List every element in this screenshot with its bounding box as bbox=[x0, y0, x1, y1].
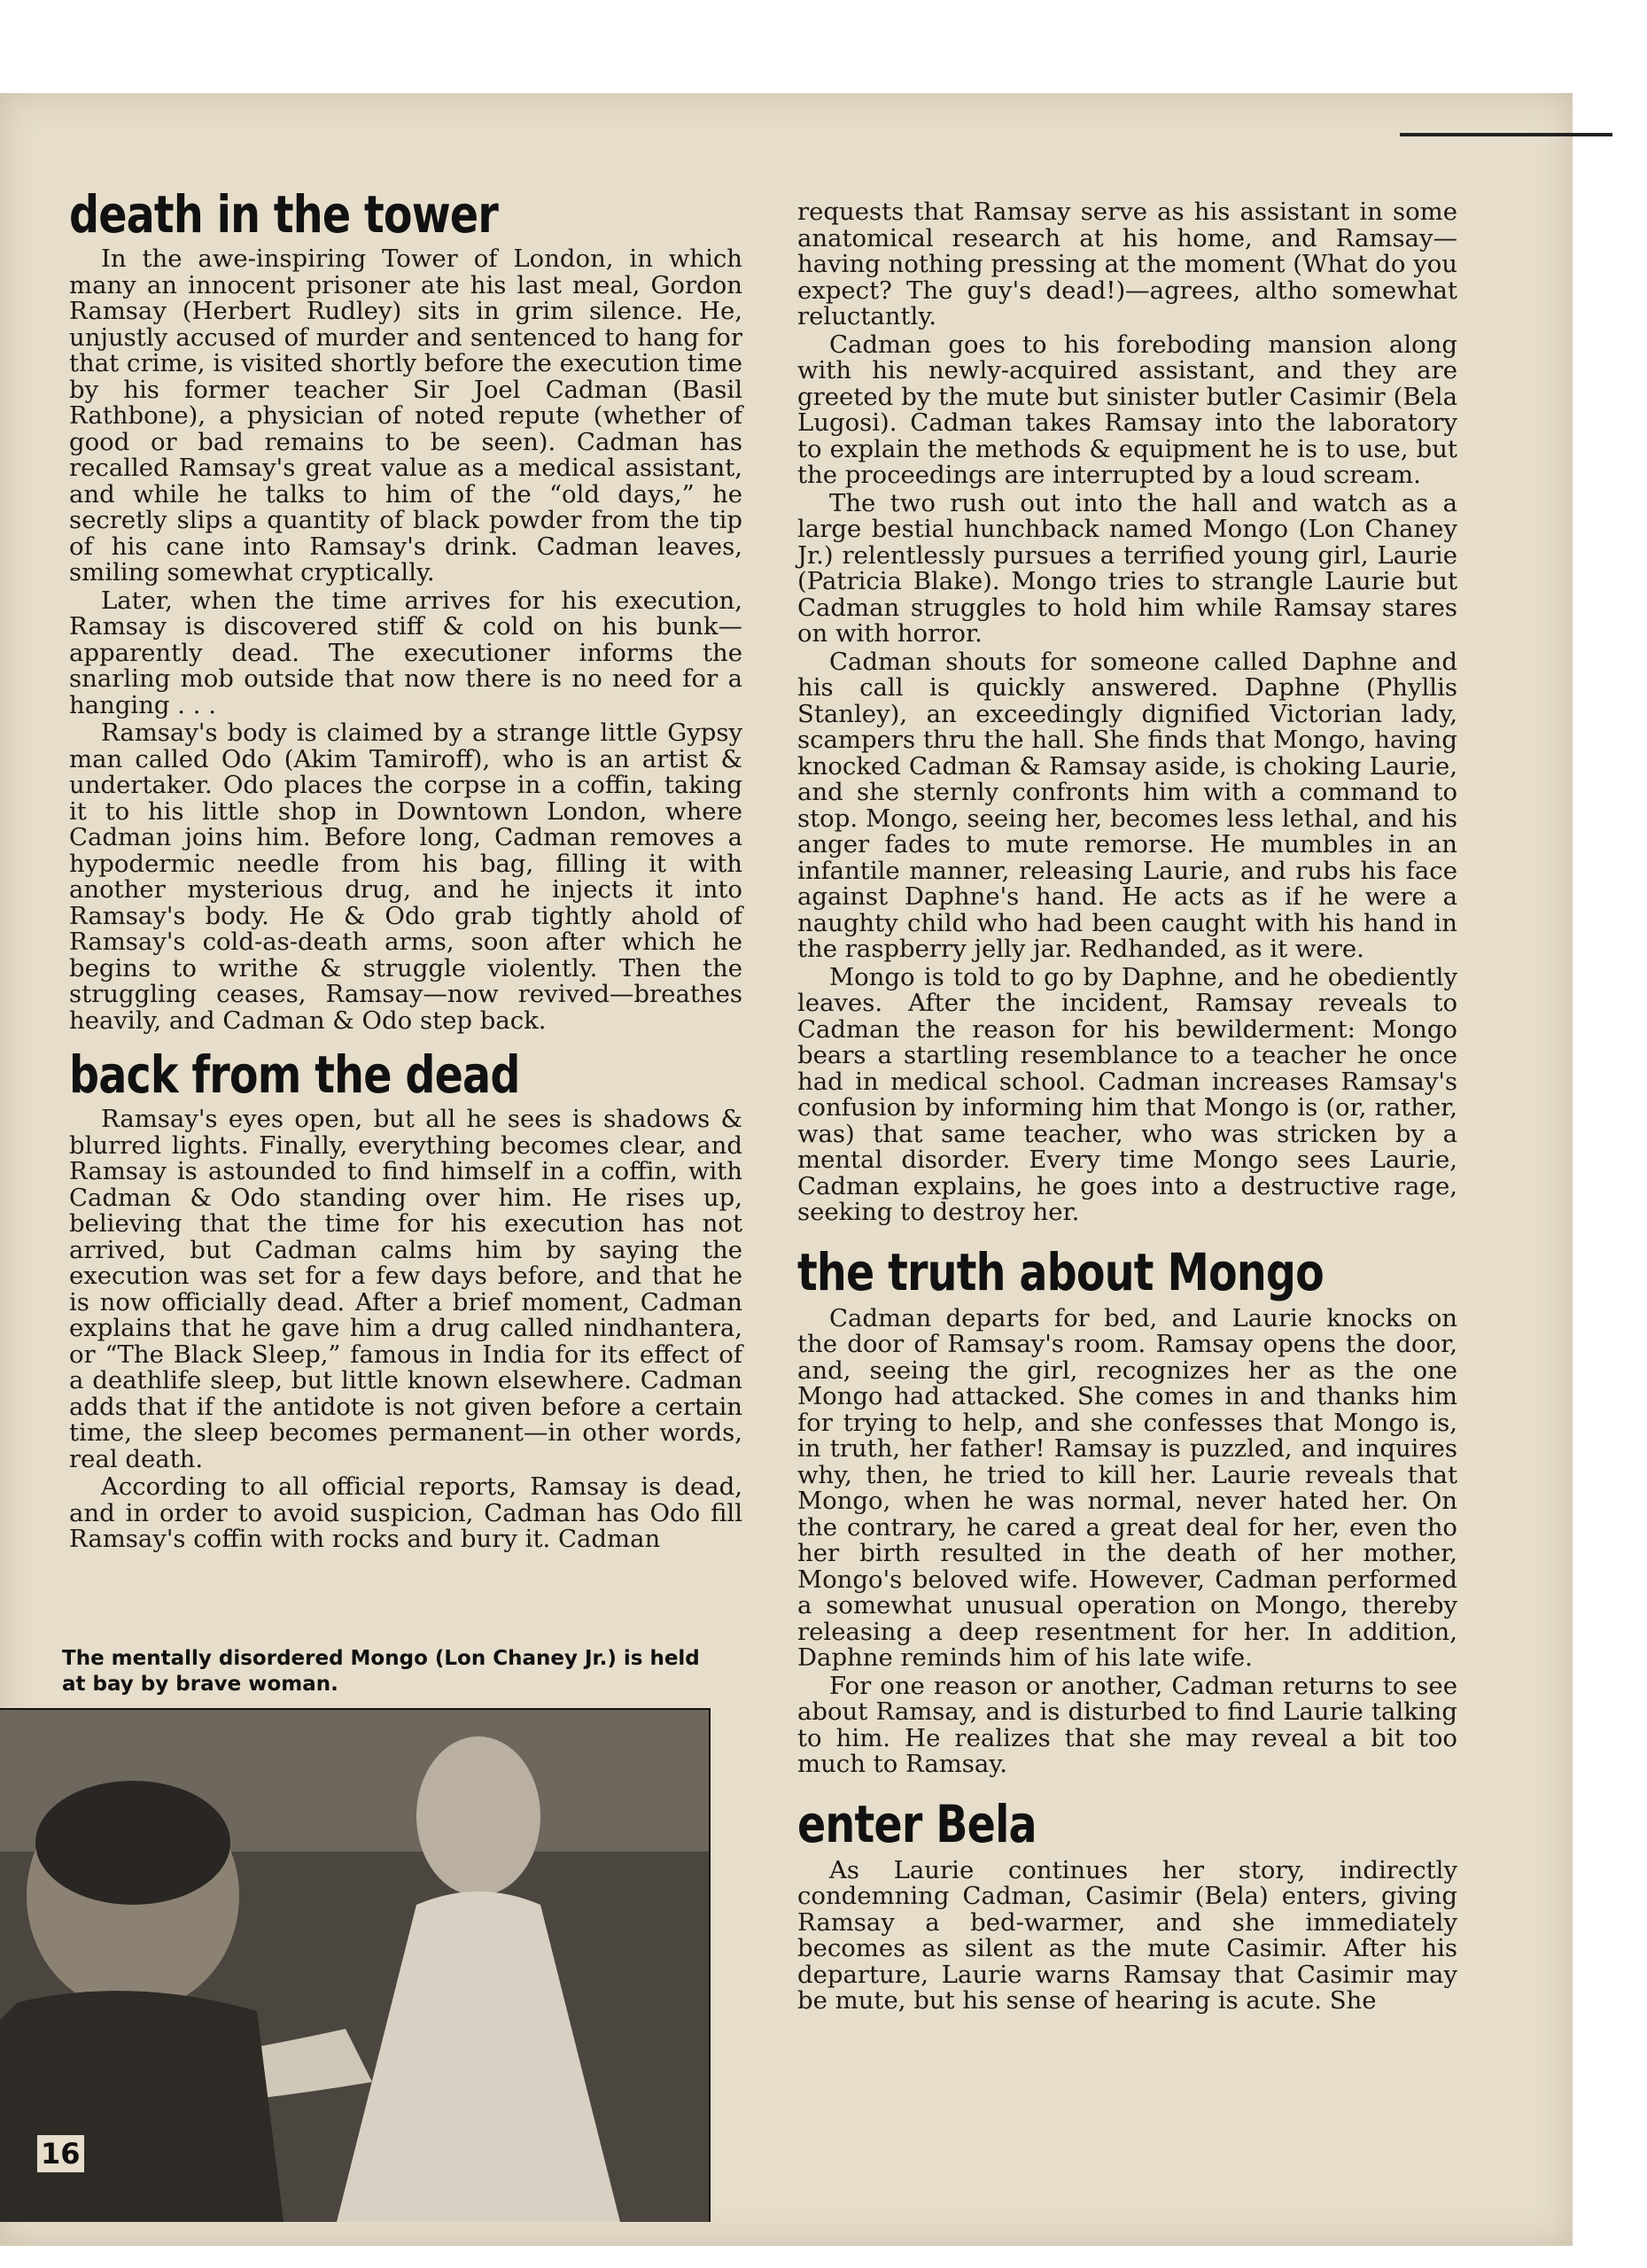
paragraph: Mongo is told to go by Daphne, and he obediently leaves. After the incident, Ramsay reveals to Cadman the reason for his bewilderment: Mongo bears a startling resemblance to a teacher he once had in medical school. Cadman increases Ramsay's confusion by informing him that Mongo is (or, rather, was) that same teacher, who was stricken by a mental disorder. Every time Mongo sees Laurie, Cadman explains, he goes into a destructive rage, seeking to destroy her. bbox=[797, 962, 1457, 1226]
paragraph: For one reason or another, Cadman returns to see about Ramsay, and is disturbed to find Laurie talking to him. He realizes that she may reveal a bit too much to Ramsay. bbox=[797, 1671, 1457, 1778]
page-number: 16 bbox=[37, 2135, 84, 2172]
photo-illustration bbox=[0, 1710, 709, 2222]
paragraph: The two rush out into the hall and watch as a large bestial hunchback named Mongo (Lon Chaney Jr.) relentlessly pursues a terrified young girl, Laurie (Patricia Blake). Mongo tries to strangle Laurie but Cadman struggles to hold him while Ramsay stares on with horror. bbox=[797, 488, 1457, 648]
photo-mongo-and-woman bbox=[0, 1708, 711, 2222]
left-column bbox=[69, 186, 742, 1555]
heading-enter-bela: enter Bela bbox=[797, 1793, 1037, 1854]
paragraph: In the awe-inspiring Tower of London, in which many an innocent prisoner ate his last meal, Gordon Ramsay (Herbert Rudley) sits in grim silence. He, unjustly accused of murder and sentenced to hang for that crime, is visited shortly before the execution time by his former teacher Sir Joel Cadman (Basil Rathbone), a physician of noted repute (whether of good or bad remains to be seen). Cadman has recalled Ramsay's great value as a medical assistant, and while he talks to him of the “old days,” he secretly slips a quantity of black powder from the tip of his cane into Ramsay's drink. Cadman leaves, smiling somewhat cryptically. bbox=[69, 245, 742, 586]
heading-death-in-the-tower: death in the tower bbox=[69, 184, 498, 245]
page-edge-line bbox=[1400, 133, 1612, 136]
paragraph: As Laurie continues her story, indirectly condemning Cadman, Casimir (Bela) enters, giving Ramsay a bed-warmer, and she immediately becomes as silent as the mute Casimir. After his departure, Laurie warns Ramsay that Casimir may be mute, but his sense of hearing is acute. She bbox=[797, 1855, 1457, 2015]
paragraph: Later, when the time arrives for his execution, Ramsay is discovered stiff & cold on his bunk—apparently dead. The executioner informs the snarling mob outside that now there is no need for a hanging . . . bbox=[69, 586, 742, 719]
paragraph: Cadman goes to his foreboding mansion along with his newly-acquired assistant, and they are greeted by the mute but sinister butler Casimir (Bela Lugosi). Cadman takes Ramsay into the laboratory to explain the methods & equipment he is to use, but the proceedings are interrupted by a loud scream. bbox=[797, 330, 1457, 489]
paragraph: Cadman departs for bed, and Laurie knocks on the door of Ramsay's room. Ramsay opens the door, and, seeing the girl, recognizes her as the one Mongo had attacked. She comes in and thanks him for trying to help, and she confesses that Mongo is, in truth, her father! Ramsay is puzzled, and inquires why, then, he tried to kill her. Laurie reveals that Mongo, when he was normal, never hated her. On the contrary, he cared a great deal for her, even tho her birth resulted in the death of her mother, Mongo's beloved wife. However, Cadman performed a somewhat unusual operation on Mongo, thereby releasing a deep resentment for her. In addition, Daphne reminds him of his late wife. bbox=[797, 1303, 1457, 1672]
heading-back-from-the-dead: back from the dead bbox=[69, 1045, 520, 1105]
photo-caption: The mentally disordered Mongo (Lon Chaney Jr.) is held at bay by brave woman. bbox=[62, 1647, 700, 1696]
heading-truth-about-mongo: the truth about Mongo bbox=[797, 1241, 1324, 1302]
paragraph: requests that Ramsay serve as his assistant in some anatomical research at his home, and Ramsay—having nothing pressing at the moment (What do you expect? The guy's dead!)—agrees, altho somewhat reluctantly. bbox=[797, 198, 1457, 330]
paragraph: Ramsay's eyes open, but all he sees is shadows & blurred lights. Finally, everything becomes clear, and Ramsay is astounded to find himself in a coffin, with Cadman & Odo standing over him. He rises up, believing that the time for his execution has not arrived, but Cadman calms him by saying the execution was set for a few days before, and that he is now officially dead. After a brief moment, Cadman explains that he gave him a drug called nindhantera, or “The Black Sleep,” famous in India for its effect of a deathlife sleep, but little known elsewhere. Cadman adds that if the antidote is not given before a certain time, the sleep becomes permanent—in other words, real death. bbox=[69, 1105, 742, 1473]
paragraph: Cadman shouts for someone called Daphne and his call is quickly answered. Daphne (Phyllis Stanley), an exceedingly dignified Victorian lady, scampers thru the hall. She finds that Mongo, having knocked Cadman & Ramsay aside, is choking Laurie, and she sternly confronts him with a command to stop. Mongo, seeing her, becomes less lethal, and his anger fades to mute remorse. He mumbles in an infantile manner, releasing Laurie, and rubs his face against Daphne's hand. He acts as if he were a naughty child who had been caught with his hand in the raspberry jelly jar. Redhanded, as it were. bbox=[797, 647, 1457, 963]
paragraph: Ramsay's body is claimed by a strange little Gypsy man called Odo (Akim Tamiroff), who is an artist & undertaker. Odo places the corpse in a coffin, taking it to his little shop in Downtown London, where Cadman joins him. Before long, Cadman removes a hypodermic needle from his bag, filling it with another mysterious drug, and he injects it into Ramsay's body. He & Odo grab tightly ahold of Ramsay's cold-as-death arms, soon after which he begins to writhe & struggle violently. Then the struggling ceases, Ramsay—now revived—breathes heavily, and Cadman & Odo step back. bbox=[69, 718, 742, 1035]
paragraph: According to all official reports, Ramsay is dead, and in order to avoid suspicion, Cadman has Odo fill Ramsay's coffin with rocks and bury it. Cadman bbox=[69, 1472, 742, 1553]
right-column bbox=[797, 199, 1457, 2016]
